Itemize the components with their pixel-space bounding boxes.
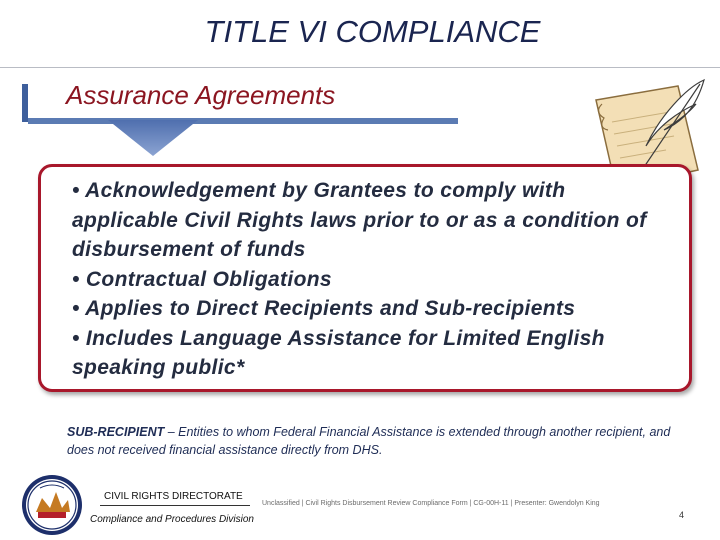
section-label: Assurance Agreements bbox=[66, 80, 336, 110]
bullet-contractual-obligations: • Contractual Obligations bbox=[72, 267, 332, 291]
bullet-language-assistance: • Includes Language Assistance for Limited English speaking public* bbox=[72, 326, 605, 379]
bullet-list bbox=[72, 176, 672, 383]
footer-meta: Unclassified | Civil Rights Disbursement Review Compliance Form | CG-00H-11 | Presenter: Gwendolyn King bbox=[262, 500, 600, 507]
directorate-label: CIVIL RIGHTS DIRECTORATE bbox=[104, 491, 243, 502]
page-number: 4 bbox=[678, 510, 684, 520]
slide-title: TITLE VI COMPLIANCE bbox=[204, 14, 541, 49]
division-label: Compliance and Procedures Division bbox=[90, 514, 254, 525]
note-term: SUB-RECIPIENT bbox=[67, 425, 165, 439]
pointer-arrow-icon bbox=[108, 120, 198, 160]
bullet-acknowledgement: • Acknowledgement by Grantees to comply with applicable Civil Rights laws prior to or as a condition of disbursement of funds bbox=[72, 179, 647, 261]
directorate-underline bbox=[100, 505, 250, 506]
note-definition: – Entities to whom Federal Financial Assistance is extended through another recipient, and does not received financial assistance directly from DHS. bbox=[67, 425, 671, 457]
title-divider bbox=[0, 67, 720, 68]
bullet-applies-to-recipients: • Applies to Direct Recipients and Sub-recipients bbox=[72, 297, 576, 320]
sub-recipient-note bbox=[67, 423, 677, 459]
civil-rights-seal-icon bbox=[20, 474, 84, 536]
